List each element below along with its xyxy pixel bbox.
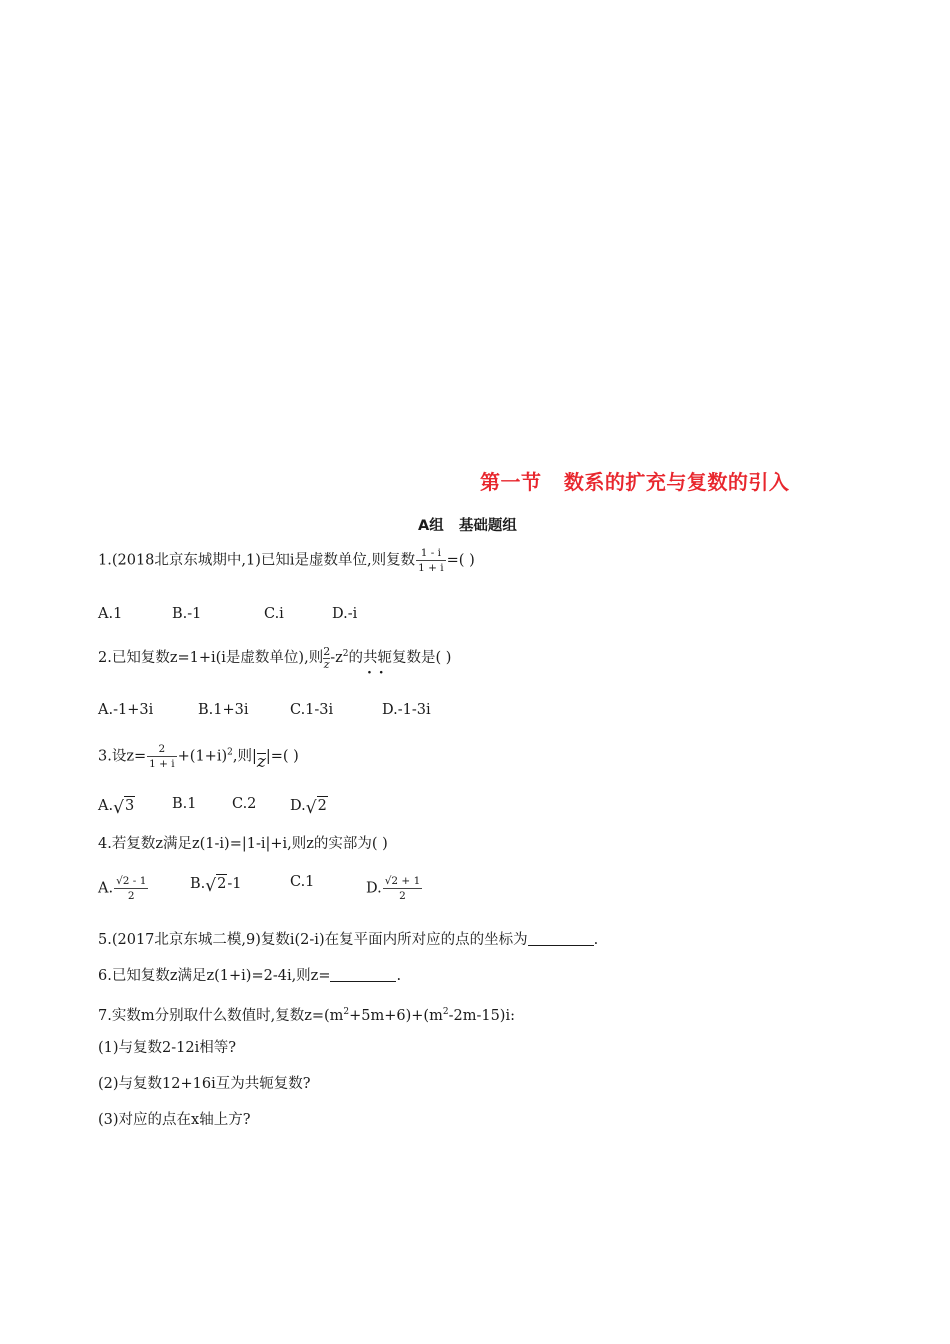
section-title: 第一节 数系的扩充与复数的引入 [480,470,790,494]
sqrt: √3 [113,798,135,818]
choice-b: B.1+3i [198,702,249,718]
choice-a: A.1 [98,606,123,622]
radicand: 3 [124,798,135,814]
question-3-mid2: ,则| [232,748,257,765]
choice-d: D.-1-3i [382,702,431,718]
choice-a [98,796,135,818]
emphasis-word: 共轭 · · [363,648,392,668]
exponent: 2 [343,1007,350,1017]
sqrt: √2 [305,798,327,818]
choice-label: A. [98,798,114,814]
question-3-tail: |=( ) [265,748,299,765]
question-3-text: 3.设z= [98,748,147,765]
fraction-numerator: √2 + 1 [384,875,421,887]
question-3 [98,742,299,771]
choice-c: C.2 [232,796,257,812]
question-2-mid: -z [330,650,343,666]
fraction-denominator: z [323,657,330,671]
choice-a [98,874,149,903]
question-3-mid: +(1+i) [177,748,228,765]
z-conjugate: z [256,751,266,772]
fraction-denominator: 1 + i [418,562,444,574]
question-7-text: 7.实数m分别取什么数值时,复数z=(m [98,1008,344,1024]
choice-d [290,796,328,818]
question-5 [98,930,598,950]
question-4: 4.若复数z满足z(1-i)=|1-i|+i,则z的实部为( ) [98,836,388,852]
question-3-fraction [147,742,177,771]
choice-label: B. [190,876,206,892]
answer-blank [330,967,396,982]
question-2 [98,644,451,671]
fraction-denominator: 1 + i [149,758,175,770]
question-7-mid: +5m+6)+(m [349,1008,443,1024]
choice-label: D. [366,880,382,897]
choice-b [190,874,241,896]
question-5-tail: . [593,932,599,948]
choice-c: C.1-3i [290,702,334,718]
sqrt: √2 [205,876,227,896]
question-2-mid2: 的 [348,650,363,666]
question-1 [98,546,475,575]
question-7-tail: -2m-15)i: [448,1008,515,1024]
fraction-denominator: 2 [399,890,406,902]
question-2-text: 2.已知复数z=1+i(i是虚数单位),则 [98,650,324,666]
question-6-tail: . [396,968,402,984]
question-7-part-1: (1)与复数2-12i相等? [98,1040,237,1056]
fraction-numerator: 1 - i [416,546,446,561]
choice-label: D. [290,798,306,814]
radicand: 2 [217,876,227,892]
choice-fraction [383,874,423,903]
question-7-part-3: (3)对应的点在x轴上方? [98,1112,251,1128]
choice-c: C.i [264,606,284,622]
choice-b: B.1 [172,796,197,812]
question-2-tail: 复数是( ) [391,650,452,666]
exponent: 2 [442,1007,449,1017]
choice-a: A.-1+3i [98,702,154,718]
choice-c: C.1 [290,874,315,890]
question-1-fraction [416,546,446,575]
question-1-tail: =( ) [446,552,475,569]
question-7-part-2: (2)与复数12+16i互为共轭复数? [98,1076,311,1092]
choice-d: D.-i [332,606,358,622]
choice-after: -1 [227,876,242,892]
group-heading: A组 基础题组 [418,518,517,534]
choice-d [366,874,423,903]
answer-blank [528,931,594,946]
exponent: 2 [342,649,349,659]
choice-b: B.-1 [172,606,202,622]
exponent: 2 [227,747,233,758]
choice-fraction [114,874,148,903]
question-1-text: 1.(2018北京东城期中,1)已知i是虚数单位,则复数 [98,552,416,569]
question-5-text: 5.(2017北京东城二模,9)复数i(2-i)在复平面内所对应的点的坐标为 [98,932,528,948]
question-6 [98,966,401,986]
fraction-numerator: 2 [323,644,331,658]
radicand: 2 [317,798,327,814]
fraction-numerator: √2 - 1 [116,875,147,887]
choice-label: A. [98,880,114,897]
question-6-text: 6.已知复数z满足z(1+i)=2-4i,则z= [98,968,331,984]
fraction-numerator: 2 [147,742,177,757]
question-7 [98,1002,515,1026]
fraction-denominator: 2 [127,890,135,902]
